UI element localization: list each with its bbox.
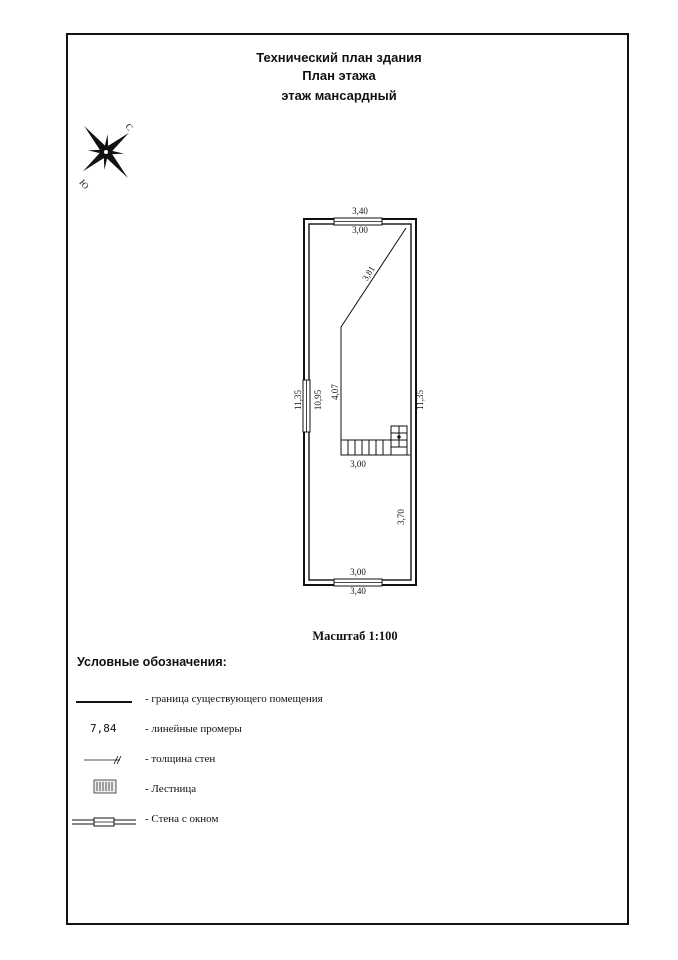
- wall-thickness-icon: [84, 756, 121, 764]
- dim-left-inner: 10,95: [313, 389, 323, 411]
- plan-title: Технический план здания: [256, 50, 422, 65]
- legend-item-window-wall: - Стена с окном: [145, 813, 219, 825]
- legend-item-staircase: - Лестница: [145, 783, 197, 795]
- legend-item-wall-thickness: - толщина стен: [145, 753, 216, 765]
- compass-north-label: С: [123, 121, 135, 133]
- compass-south-label: Ю: [77, 177, 92, 191]
- floor-label: этаж мансардный: [281, 88, 397, 103]
- legend-title: Условные обозначения:: [77, 655, 227, 669]
- dim-stair-opening: 4,07: [330, 384, 340, 400]
- legend-item-measure: - линейные промеры: [145, 723, 242, 735]
- plan-subtitle: План этажа: [302, 68, 376, 83]
- dim-bottom-outer: 3,40: [350, 586, 366, 596]
- dim-lower-right: 3,70: [396, 509, 406, 525]
- staircase-icon: [94, 780, 116, 793]
- dim-top-inner: 3,00: [352, 225, 368, 235]
- linear-measure-icon: 7,84: [90, 722, 117, 735]
- dim-middle-width: 3,00: [350, 459, 366, 469]
- dim-bottom-inner: 3,00: [350, 567, 366, 577]
- wall-with-window-icon: [72, 818, 136, 826]
- dim-top-outer: 3,40: [352, 206, 368, 216]
- scale-label: Масштаб 1:100: [312, 629, 398, 643]
- dim-right-outer: 11,35: [415, 390, 425, 410]
- dim-diagonal: 3,81: [360, 264, 377, 283]
- dim-left-outer: 11,35: [293, 390, 303, 410]
- legend-symbols: [70, 690, 142, 830]
- legend-item-boundary: - граница существующего помещения: [145, 693, 323, 705]
